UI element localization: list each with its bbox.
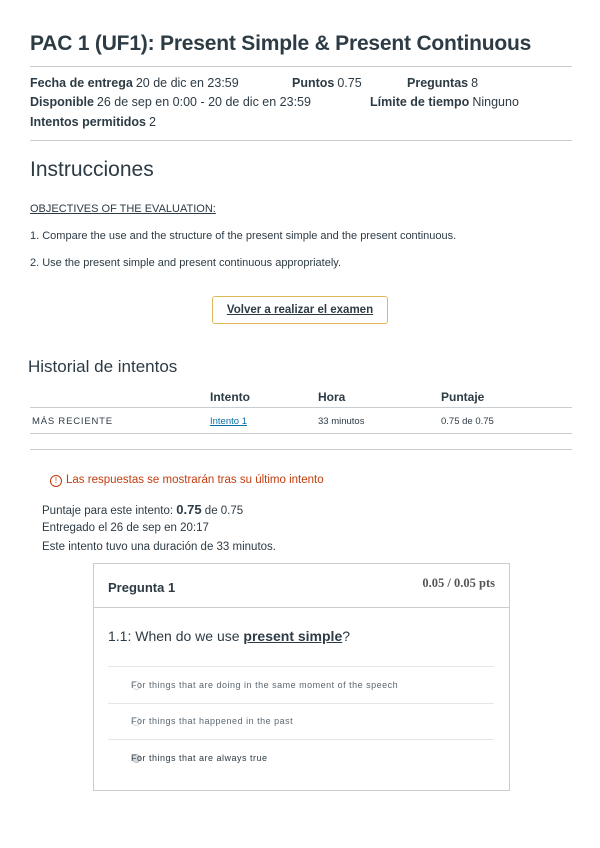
question-text-bold: present simple	[243, 628, 343, 644]
question-text-prefix: 1.1: When do we use	[108, 628, 244, 644]
retake-quiz-button[interactable]: Volver a realizar el examen	[212, 296, 388, 324]
available-detail	[30, 95, 311, 109]
points-value: 0.75	[337, 76, 362, 90]
question-header	[94, 564, 509, 608]
info-icon: !	[50, 475, 62, 487]
score-value: 0.75	[176, 502, 202, 517]
option-divider	[108, 739, 494, 740]
page-title: PAC 1 (UF1): Present Simple & Present Continuous	[30, 32, 532, 55]
column-header-time: Hora	[318, 390, 346, 404]
questions-detail	[407, 76, 478, 90]
table-header-divider	[30, 407, 572, 408]
question-text-suffix: ?	[342, 628, 351, 644]
duration-text: Este intento tuvo una duración de 33 minutos.	[42, 541, 276, 553]
time-limit-detail	[370, 95, 519, 109]
attempt-score	[42, 502, 243, 517]
divider	[30, 449, 572, 450]
questions-label: Preguntas	[407, 76, 469, 90]
points-label: Puntos	[292, 76, 335, 90]
attempts-detail	[30, 115, 156, 129]
submitted-text: Entregado el 26 de sep en 20:17	[42, 522, 209, 534]
history-heading: Historial de intentos	[28, 357, 178, 376]
details-row-1	[30, 76, 239, 90]
question-card	[93, 563, 510, 791]
column-header-score: Puntaje	[441, 390, 485, 404]
due-value: 20 de dic en 23:59	[135, 76, 239, 90]
instructions-heading: Instrucciones	[30, 158, 154, 181]
objectives-title: OBJECTIVES OF THE EVALUATION:	[30, 203, 216, 215]
objective-item: 1. Compare the use and the structure of the present simple and the present continuous.	[30, 230, 457, 242]
table-row-time: 33 minutos	[318, 416, 365, 427]
available-value: 26 de sep en 0:00 - 20 de dic en 23:59	[96, 95, 311, 109]
points-detail	[292, 76, 362, 90]
attempt-link[interactable]: Intento 1	[210, 416, 247, 427]
question-title: Pregunta 1	[108, 580, 176, 595]
answer-option-selected: For things that are always true	[131, 753, 268, 763]
question-text	[108, 628, 350, 644]
divider	[30, 66, 572, 67]
table-row-divider	[30, 433, 572, 434]
option-divider	[108, 703, 494, 704]
due-label: Fecha de entrega	[30, 76, 133, 90]
answers-notice	[50, 474, 324, 487]
available-label: Disponible	[30, 95, 94, 109]
attempts-label: Intentos permitidos	[30, 115, 146, 129]
questions-value: 8	[471, 76, 479, 90]
time-limit-label: Límite de tiempo	[370, 95, 470, 109]
question-points: 0.05 / 0.05 pts	[422, 576, 495, 590]
option-divider	[108, 666, 494, 667]
table-row-score: 0.75 de 0.75	[441, 416, 494, 427]
score-suffix: de 0.75	[204, 505, 244, 517]
column-header-attempt: Intento	[210, 390, 250, 404]
time-limit-value: Ninguno	[472, 95, 519, 109]
answer-option: For things that are doing in the same moment of the speech	[131, 680, 399, 690]
table-row-attempt	[210, 416, 247, 427]
divider	[30, 140, 572, 141]
row-label-most-recent: MÁS RECIENTE	[32, 416, 113, 427]
score-prefix: Puntaje para este intento:	[42, 505, 174, 517]
attempts-value: 2	[148, 115, 156, 129]
objective-item: 2. Use the present simple and present continuous appropriately.	[30, 257, 342, 269]
notice-text: Las respuestas se mostrarán tras su último intento	[66, 474, 324, 486]
answer-option: For things that happened in the past	[131, 716, 294, 726]
